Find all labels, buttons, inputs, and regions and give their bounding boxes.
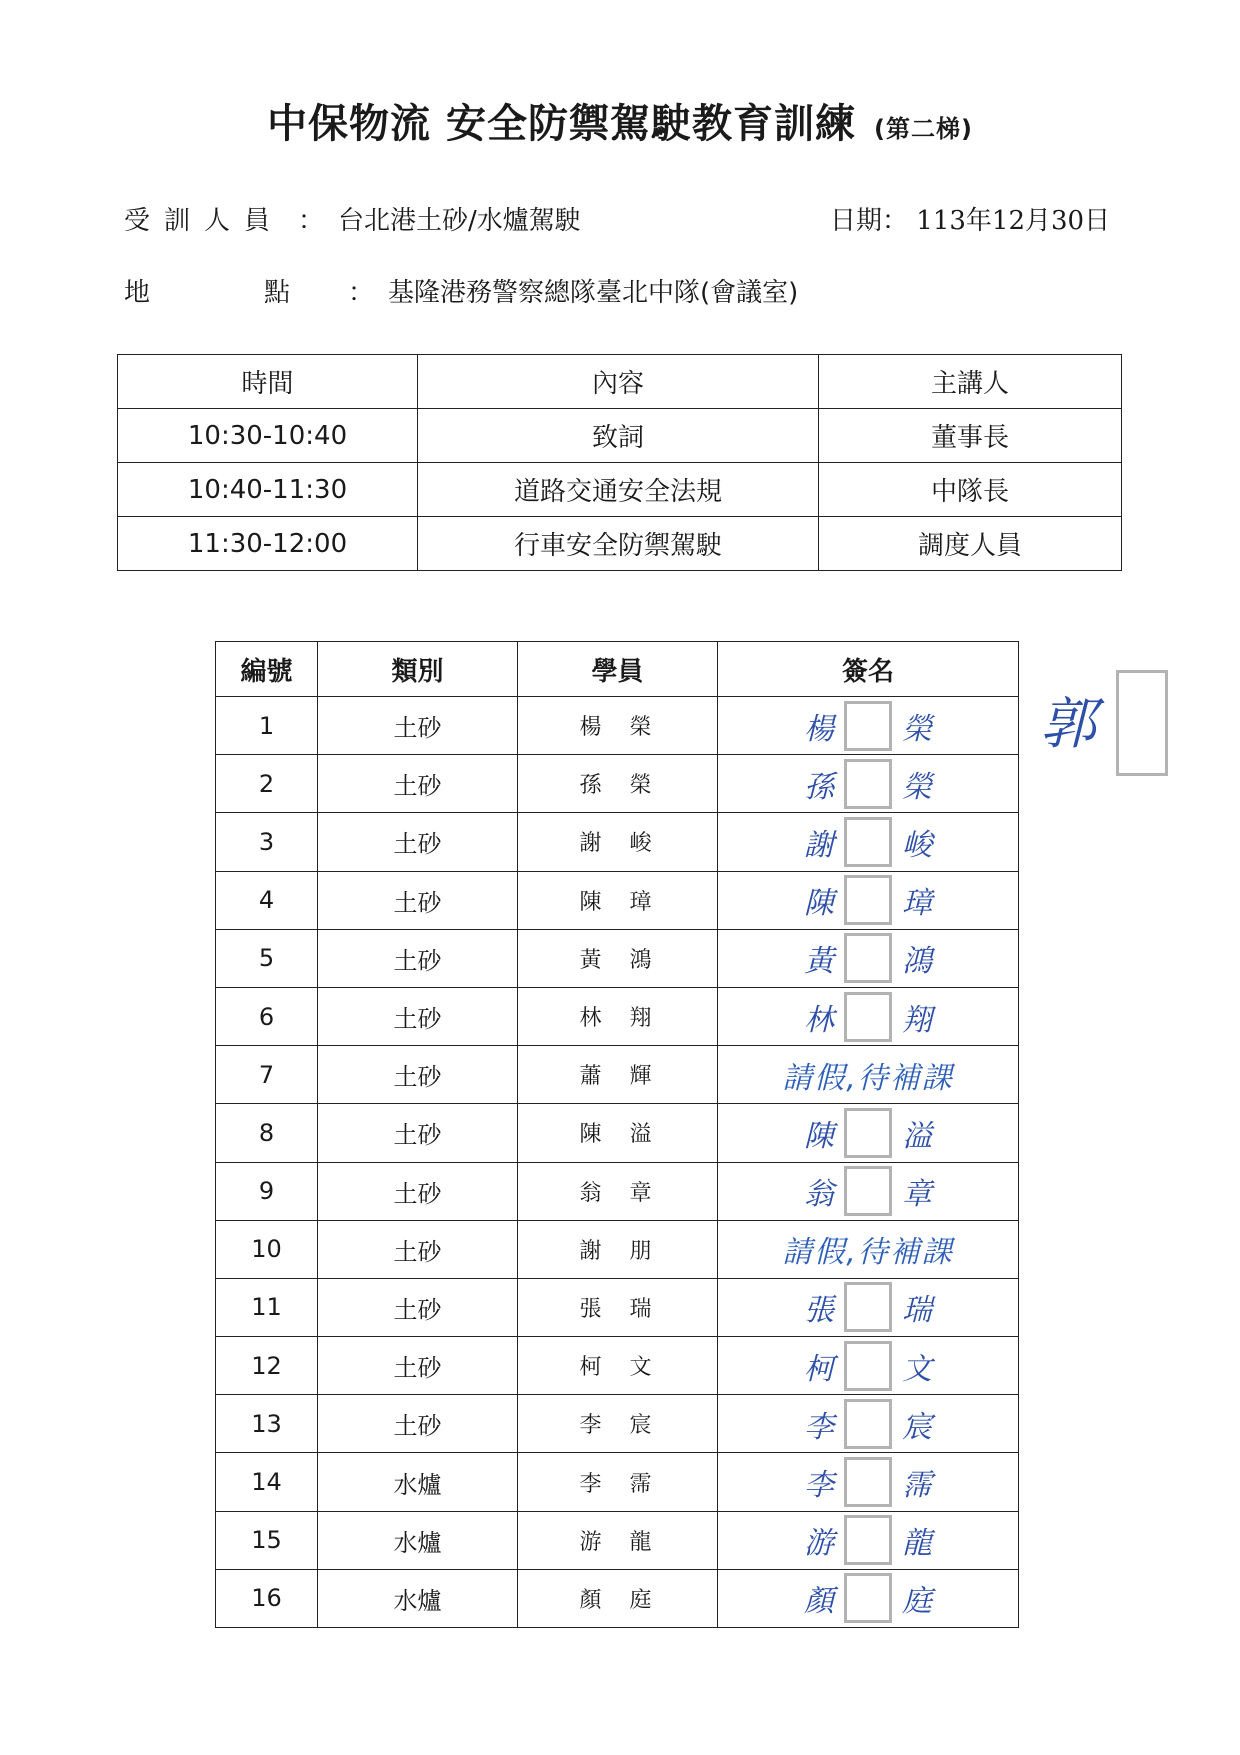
schedule-row	[118, 409, 1122, 463]
schedule-header-content: 內容	[418, 355, 819, 409]
attendance-row	[216, 1337, 1019, 1395]
row-category: 土砂	[318, 871, 518, 929]
signature-scrawl-first: 顏	[804, 1584, 834, 1620]
place-value: 基隆港務警察總隊臺北中隊(會議室)	[388, 278, 799, 308]
row-signature	[718, 697, 1019, 755]
signature-scrawl-last: 龍	[902, 1526, 932, 1562]
trainee-value: 台北港土砂/水爐駕駛	[338, 206, 581, 236]
row-signature	[718, 1511, 1019, 1569]
row-number: 4	[216, 871, 318, 929]
signature-scrawl-first: 柯	[804, 1351, 834, 1387]
row-trainee-name: 林翔	[518, 987, 718, 1045]
row-number: 11	[216, 1278, 318, 1336]
row-trainee-name: 顏庭	[518, 1569, 718, 1627]
schedule-speaker: 董事長	[819, 409, 1122, 463]
attendance-row	[216, 755, 1019, 813]
signature-scrawl-last: 瑞	[902, 1293, 932, 1329]
row-signature	[718, 1162, 1019, 1220]
signature-scrawl-last: 鴻	[902, 944, 932, 980]
row-category: 土砂	[318, 1162, 518, 1220]
row-signature	[718, 1220, 1019, 1278]
schedule-content: 道路交通安全法規	[418, 463, 819, 517]
schedule-table	[117, 354, 1122, 571]
signature-scrawl-last: 榮	[902, 769, 932, 805]
redaction-box	[844, 933, 892, 983]
row-trainee-name: 李宸	[518, 1395, 718, 1453]
signature-scrawl-first: 李	[804, 1409, 834, 1445]
redaction-box	[844, 1515, 892, 1565]
attendance-row	[216, 1046, 1019, 1104]
row-number: 8	[216, 1104, 318, 1162]
margin-signature-scrawl: 郭	[1040, 692, 1096, 757]
row-category: 水爐	[318, 1569, 518, 1627]
attendance-row	[216, 1220, 1019, 1278]
attendance-header-category: 類別	[318, 642, 518, 697]
row-trainee-name: 張瑞	[518, 1278, 718, 1336]
row-trainee-name: 陳璋	[518, 871, 718, 929]
signature-scrawl-last: 璋	[902, 886, 932, 922]
row-category: 土砂	[318, 1104, 518, 1162]
row-number: 2	[216, 755, 318, 813]
redaction-box	[844, 817, 892, 867]
row-number: 15	[216, 1511, 318, 1569]
row-trainee-name: 黃鴻	[518, 929, 718, 987]
schedule-speaker: 調度人員	[819, 517, 1122, 571]
row-signature	[718, 1569, 1019, 1627]
row-trainee-name: 翁章	[518, 1162, 718, 1220]
schedule-header-time: 時間	[118, 355, 418, 409]
row-signature	[718, 1453, 1019, 1511]
signature-scrawl-last: 峻	[902, 827, 932, 863]
row-category: 土砂	[318, 755, 518, 813]
signature-scrawl-first: 林	[804, 1002, 834, 1038]
row-trainee-name: 陳溢	[518, 1104, 718, 1162]
row-category: 土砂	[318, 1220, 518, 1278]
row-category: 土砂	[318, 1337, 518, 1395]
attendance-row	[216, 1569, 1019, 1627]
schedule-content: 行車安全防禦駕駛	[418, 517, 819, 571]
signature-scrawl-last: 溢	[902, 1118, 932, 1154]
attendance-row	[216, 1511, 1019, 1569]
row-category: 水爐	[318, 1511, 518, 1569]
signature-scrawl-first: 楊	[804, 711, 834, 747]
schedule-content: 致詞	[418, 409, 819, 463]
attendance-header-signature: 簽名	[718, 642, 1019, 697]
redaction-box	[844, 992, 892, 1042]
row-trainee-name: 游龍	[518, 1511, 718, 1569]
row-number: 7	[216, 1046, 318, 1104]
attendance-header-row	[216, 642, 1019, 697]
row-signature	[718, 871, 1019, 929]
leave-note: 請假,待補課	[782, 1060, 954, 1096]
row-category: 土砂	[318, 1046, 518, 1104]
row-signature	[718, 1395, 1019, 1453]
trainee-row	[124, 200, 581, 237]
date-label: 日期：	[830, 206, 909, 236]
redaction-box	[844, 1341, 892, 1391]
attendance-row	[216, 987, 1019, 1045]
row-signature	[718, 813, 1019, 871]
row-number: 12	[216, 1337, 318, 1395]
row-trainee-name: 孫榮	[518, 755, 718, 813]
signature-scrawl-last: 翔	[902, 1002, 932, 1038]
row-category: 土砂	[318, 987, 518, 1045]
attendance-row	[216, 1395, 1019, 1453]
trainee-label: 受訓人員	[124, 206, 285, 236]
schedule-time: 11:30-12:00	[118, 517, 418, 571]
signature-scrawl-first: 黃	[804, 944, 834, 980]
row-trainee-name: 謝朋	[518, 1220, 718, 1278]
redaction-box	[1116, 670, 1168, 776]
place-label: 地 點	[124, 278, 335, 308]
row-signature	[718, 929, 1019, 987]
row-category: 土砂	[318, 697, 518, 755]
title-main: 中保物流 安全防禦駕駛教育訓練	[267, 101, 856, 147]
signature-scrawl-last: 霈	[902, 1468, 932, 1504]
margin-signature	[1040, 660, 1200, 790]
attendance-header-trainee: 學員	[518, 642, 718, 697]
redaction-box	[844, 1457, 892, 1507]
row-trainee-name: 柯文	[518, 1337, 718, 1395]
row-signature	[718, 1104, 1019, 1162]
row-number: 6	[216, 987, 318, 1045]
redaction-box	[844, 1166, 892, 1216]
signature-scrawl-first: 孫	[804, 769, 834, 805]
attendance-row	[216, 1278, 1019, 1336]
schedule-time: 10:30-10:40	[118, 409, 418, 463]
row-category: 水爐	[318, 1453, 518, 1511]
row-number: 3	[216, 813, 318, 871]
schedule-row	[118, 463, 1122, 517]
signature-scrawl-first: 翁	[804, 1177, 834, 1213]
signature-scrawl-first: 張	[804, 1293, 834, 1329]
row-number: 9	[216, 1162, 318, 1220]
signature-scrawl-first: 謝	[804, 827, 834, 863]
row-number: 16	[216, 1569, 318, 1627]
attendance-table	[215, 641, 1019, 1628]
redaction-box	[844, 1108, 892, 1158]
signature-scrawl-last: 文	[902, 1351, 932, 1387]
row-number: 10	[216, 1220, 318, 1278]
date-value: 113年12月30日	[916, 206, 1111, 236]
title-sub: (第二梯)	[874, 115, 973, 143]
date-row	[830, 200, 1110, 237]
schedule-speaker: 中隊長	[819, 463, 1122, 517]
attendance-row	[216, 1162, 1019, 1220]
row-category: 土砂	[318, 813, 518, 871]
attendance-row	[216, 1453, 1019, 1511]
signature-scrawl-first: 陳	[804, 1118, 834, 1154]
redaction-box	[844, 875, 892, 925]
row-number: 5	[216, 929, 318, 987]
row-category: 土砂	[318, 1278, 518, 1336]
row-signature	[718, 1278, 1019, 1336]
row-category: 土砂	[318, 929, 518, 987]
signature-scrawl-last: 庭	[902, 1584, 932, 1620]
row-signature	[718, 1046, 1019, 1104]
document-title	[0, 92, 1240, 149]
signature-scrawl-first: 游	[804, 1526, 834, 1562]
schedule-header-row	[118, 355, 1122, 409]
redaction-box	[844, 1573, 892, 1623]
attendance-row	[216, 813, 1019, 871]
row-signature	[718, 987, 1019, 1045]
row-trainee-name: 李霈	[518, 1453, 718, 1511]
signature-scrawl-first: 李	[804, 1468, 834, 1504]
row-number: 1	[216, 697, 318, 755]
leave-note: 請假,待補課	[782, 1235, 954, 1271]
row-trainee-name: 蕭輝	[518, 1046, 718, 1104]
row-signature	[718, 1337, 1019, 1395]
redaction-box	[844, 759, 892, 809]
signature-scrawl-last: 宸	[902, 1409, 932, 1445]
attendance-header-no: 編號	[216, 642, 318, 697]
schedule-time: 10:40-11:30	[118, 463, 418, 517]
redaction-box	[844, 1282, 892, 1332]
signature-scrawl-last: 章	[902, 1177, 932, 1213]
attendance-row	[216, 871, 1019, 929]
row-number: 14	[216, 1453, 318, 1511]
place-colon: ：	[348, 278, 375, 308]
attendance-row	[216, 1104, 1019, 1162]
attendance-row	[216, 697, 1019, 755]
attendance-body	[216, 697, 1019, 1628]
row-trainee-name: 謝峻	[518, 813, 718, 871]
schedule-row	[118, 517, 1122, 571]
signature-scrawl-last: 榮	[902, 711, 932, 747]
schedule-header-speaker: 主講人	[819, 355, 1122, 409]
redaction-box	[844, 701, 892, 751]
signature-scrawl-first: 陳	[804, 886, 834, 922]
row-signature	[718, 755, 1019, 813]
row-number: 13	[216, 1395, 318, 1453]
row-category: 土砂	[318, 1395, 518, 1453]
attendance-row	[216, 929, 1019, 987]
place-row	[124, 272, 798, 309]
redaction-box	[844, 1399, 892, 1449]
row-trainee-name: 楊榮	[518, 697, 718, 755]
trainee-colon: ：	[298, 206, 325, 236]
